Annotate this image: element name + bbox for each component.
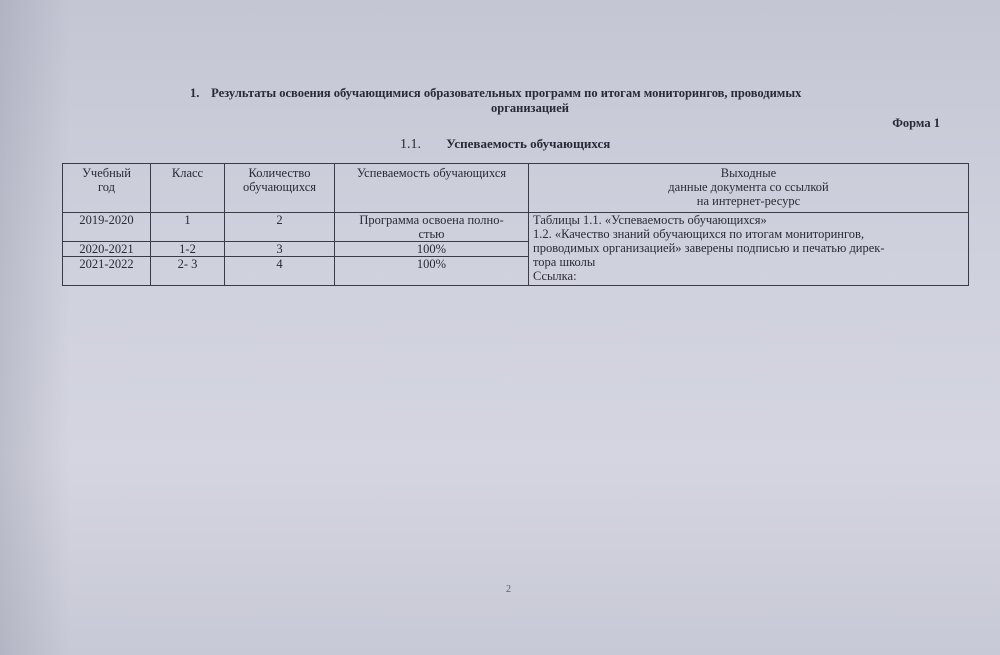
header-count: Количество обучающихся	[225, 164, 335, 213]
cell-count: 3	[225, 242, 335, 257]
header-class: Класс	[151, 164, 225, 213]
header-progress: Успеваемость обучающихся	[335, 164, 529, 213]
subsection-number: 1.1.	[400, 137, 421, 152]
cell-year: 2021-2022	[63, 257, 151, 286]
cell-class: 1-2	[151, 242, 225, 257]
cell-progress: 100%	[335, 242, 529, 257]
section-title-line1: Результаты освоения обучающимися образовательных программ по итогам мониторингов, проводимых	[211, 86, 802, 100]
table-header-row	[63, 164, 969, 213]
cell-output-data: Таблицы 1.1. «Успеваемость обучающихся» 1.2. «Качество знаний обучающихся по итогам мониторингов, проводимых организацией» заверены подписью и печатью дирек- тора школы Ссылка:	[529, 213, 969, 286]
cell-count: 2	[225, 213, 335, 242]
header-year: Учебный год	[63, 164, 151, 213]
form-label: Форма 1	[892, 116, 940, 130]
page-number: 2	[506, 584, 511, 595]
section-title-line2: организацией	[491, 101, 569, 115]
cell-progress: 100%	[335, 257, 529, 286]
header-output: Выходные данные документа со ссылкой на интернет-ресурс	[529, 164, 969, 213]
cell-class: 2- 3	[151, 257, 225, 286]
cell-year: 2020-2021	[63, 242, 151, 257]
cell-count: 4	[225, 257, 335, 286]
subsection-heading	[400, 136, 610, 153]
subsection-title: Успеваемость обучающихся	[446, 136, 611, 151]
table-row	[63, 213, 969, 242]
results-table	[62, 163, 969, 286]
cell-year: 2019-2020	[63, 213, 151, 242]
cell-class: 1	[151, 213, 225, 242]
cell-progress: Программа освоена полно- стью	[335, 213, 529, 242]
section-heading	[190, 86, 910, 116]
section-number: 1.	[190, 86, 200, 100]
